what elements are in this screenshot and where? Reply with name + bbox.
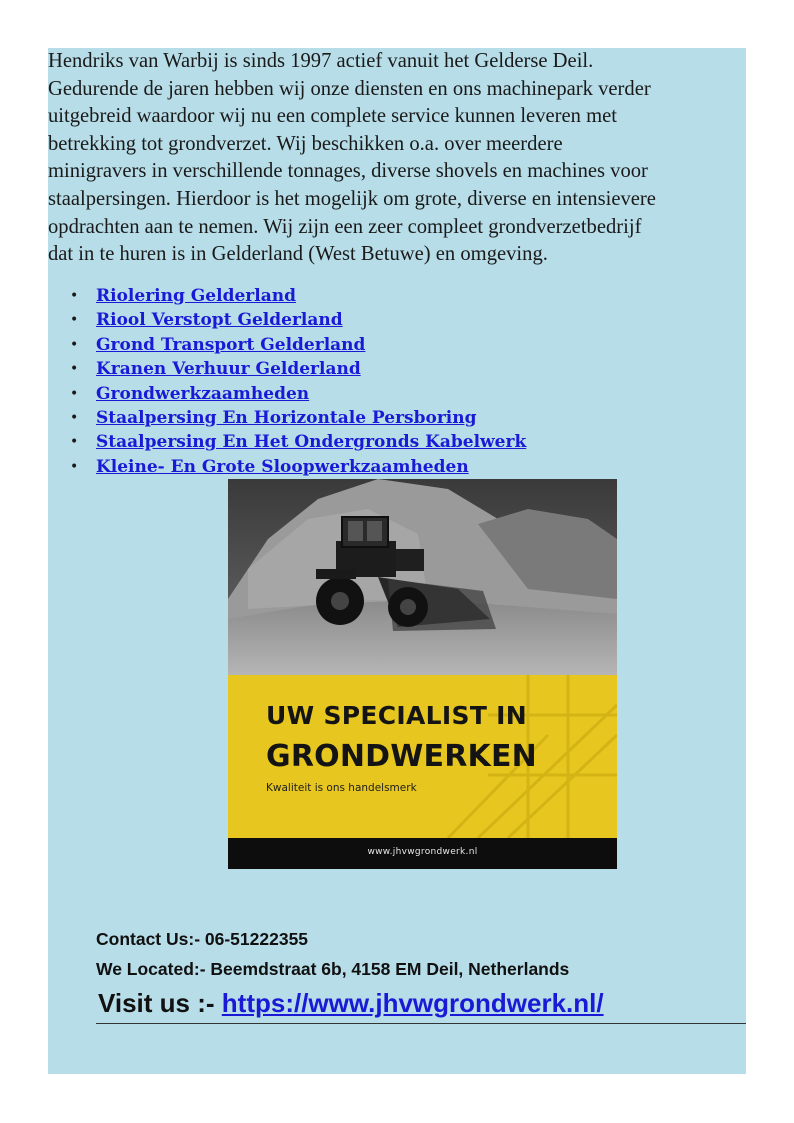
- intro-line: staalpersingen. Hierdoor is het mogelijk om grote, diverse en intensievere: [48, 187, 656, 210]
- list-item: [48, 308, 526, 332]
- contact-phone: Contact Us:- 06-51222355: [96, 929, 309, 949]
- intro-line: Gedurende de jaren hebben wij onze diensten en ons machinepark verder: [48, 77, 651, 100]
- list-item: [48, 357, 526, 381]
- link-riolering-gelderland[interactable]: Riolering Gelderland: [96, 286, 296, 306]
- hero-tagline: Kwaliteit is ons handelsmerk: [266, 782, 417, 794]
- link-staalpersing-horizontale[interactable]: Staalpersing En Horizontale Persboring: [96, 407, 477, 428]
- website-link[interactable]: https://www.jhvwgrondwerk.nl/: [221, 988, 604, 1018]
- contact-address: We Located:- Beemdstraat 6b, 4158 EM Deil, Netherlands: [96, 959, 570, 979]
- link-kranen-verhuur-gelderland[interactable]: Kranen Verhuur Gelderland: [96, 359, 361, 380]
- hero-headline-line2: GRONDWERKEN: [266, 739, 537, 774]
- list-item: [48, 382, 526, 406]
- bullet-icon: •: [70, 361, 79, 378]
- list-item: [48, 284, 526, 308]
- service-links-list: [48, 284, 526, 479]
- hero-footer-bar: [228, 838, 617, 869]
- bullet-icon: •: [70, 434, 79, 451]
- hero-yellow-panel: [228, 675, 617, 838]
- list-item: [48, 455, 526, 479]
- link-grond-transport-gelderland[interactable]: Grond Transport Gelderland: [96, 334, 366, 355]
- list-item: [48, 333, 526, 357]
- wheel-loader-photo: [228, 479, 617, 675]
- intro-line: dat in te huren is in Gelderland (West Betuwe) en omgeving.: [48, 243, 548, 266]
- hero-banner-image: [228, 479, 617, 869]
- intro-line: Hendriks van Warbij is sinds 1997 actief vanuit het Gelderse Deil.: [48, 50, 594, 72]
- link-grondwerkzaamheden[interactable]: Grondwerkzaamheden: [96, 383, 310, 404]
- bullet-icon: •: [70, 458, 79, 475]
- intro-line: minigravers in verschillende tonnages, diverse shovels en machines voor: [48, 160, 648, 183]
- bullet-icon: •: [70, 336, 79, 353]
- intro-line: uitgebreid waardoor wij nu een complete service kunnen leveren met: [48, 105, 617, 128]
- divider: [96, 1023, 746, 1024]
- bullet-icon: •: [70, 312, 79, 329]
- list-item: [48, 406, 526, 430]
- visit-line: [98, 988, 604, 1019]
- intro-line: opdrachten aan te nemen. Wij zijn een zeer compleet grondverzetbedrijf: [48, 215, 642, 238]
- bullet-icon: •: [70, 409, 79, 426]
- visit-label: Visit us :-: [98, 988, 222, 1018]
- hero-headline-line1: UW SPECIALIST IN: [266, 701, 528, 730]
- bullet-icon: •: [70, 288, 79, 304]
- bullet-icon: •: [70, 385, 79, 402]
- intro-line: betrekking tot grondverzet. Wij beschikken o.a. over meerdere: [48, 132, 563, 155]
- intro-paragraph: [48, 48, 748, 269]
- link-riool-verstopt-gelderland[interactable]: Riool Verstopt Gelderland: [96, 310, 343, 331]
- hero-url: www.jhvwgrondwerk.nl: [367, 847, 478, 857]
- link-staalpersing-kabelwerk[interactable]: Staalpersing En Het Ondergronds Kabelwerk: [96, 432, 527, 453]
- link-sloopwerkzaamheden[interactable]: Kleine- En Grote Sloopwerkzaamheden: [96, 456, 469, 477]
- list-item: [48, 430, 526, 454]
